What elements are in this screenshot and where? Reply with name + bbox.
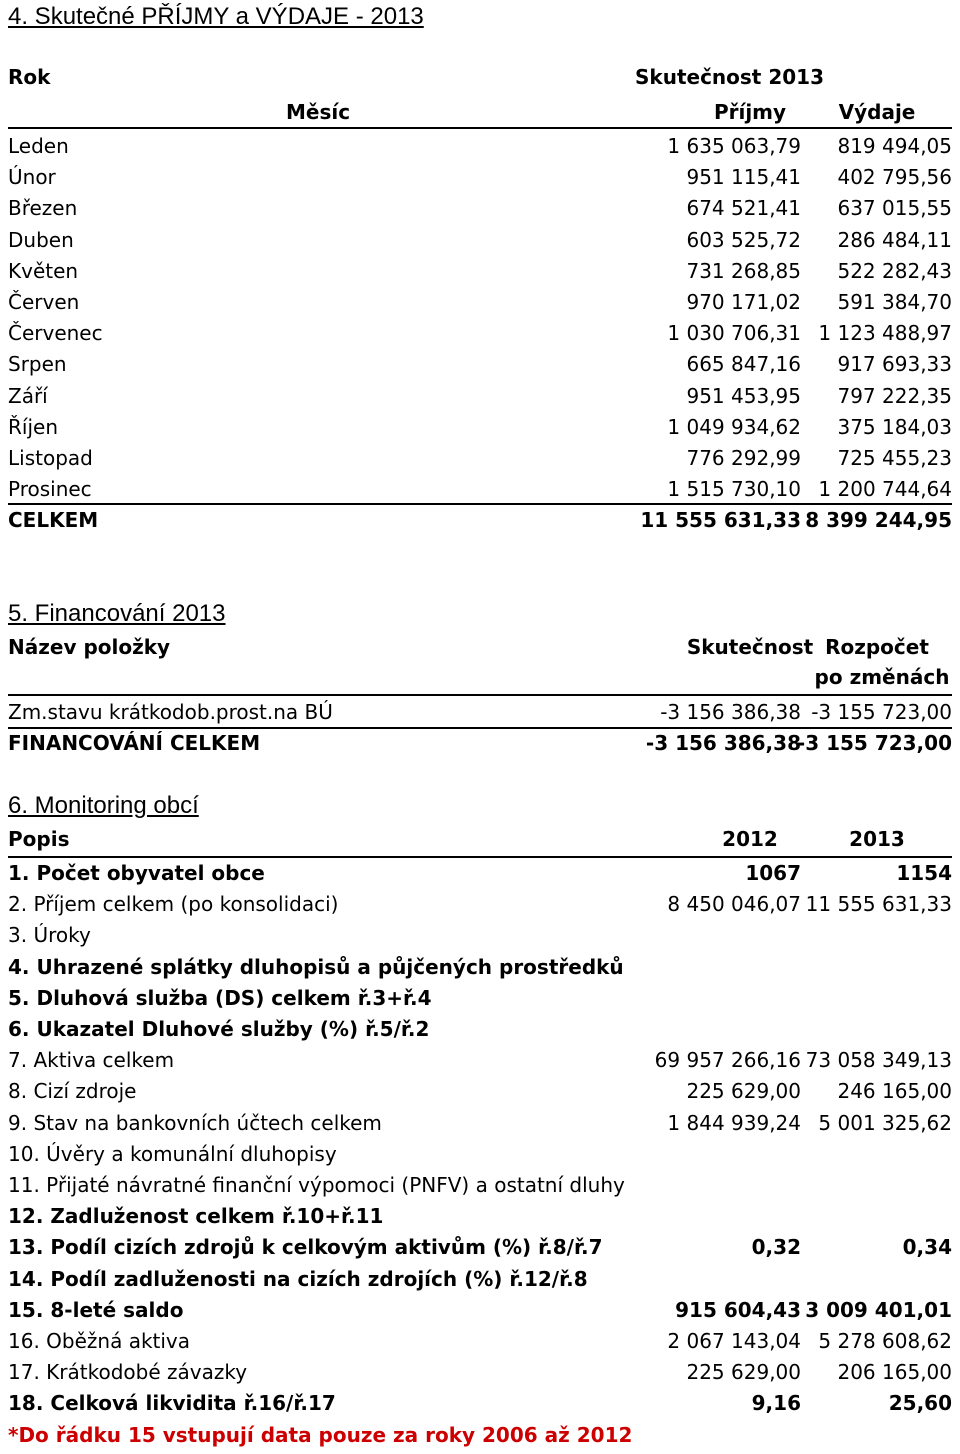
table-row: [8, 131, 952, 162]
section4-title: 4. Skutečné PŘÍJMY a VÝDAJE - 2013: [8, 3, 424, 30]
table-row: [8, 1170, 952, 1201]
indicator-label: 17. Krátkodobé závazky: [8, 1360, 248, 1385]
month-prijmy: 951 115,41: [686, 165, 801, 190]
table-row: [8, 1264, 952, 1295]
table-row: [8, 1045, 952, 1076]
month-label: Září: [8, 383, 48, 408]
month-label: Leden: [8, 134, 69, 158]
table-row: [8, 1108, 952, 1139]
table-row: [8, 225, 952, 256]
indicator-2012: 225 629,00: [686, 1079, 801, 1104]
month-prijmy: 1 635 063,79: [667, 134, 801, 158]
month-vydaje: 725 455,23: [837, 446, 952, 470]
indicator-2013: 25,60: [888, 1391, 952, 1416]
header-2013: 2013: [849, 827, 905, 851]
indicator-label: 11. Přijaté návratné finanční výpomoci (PNFV) a ostatní dluhy: [8, 1173, 625, 1197]
indicator-label: 12. Zadluženost celkem ř.10+ř.11: [8, 1204, 384, 1229]
indicator-2012: 2 067 143,04: [667, 1329, 801, 1353]
table-row: [8, 1388, 952, 1419]
table-row: [8, 983, 952, 1014]
table-row: [8, 858, 952, 889]
header-mesic: Měsíc: [286, 100, 351, 124]
section4-header-columns: [8, 97, 952, 129]
table-row: [8, 1295, 952, 1326]
financovani-total-label: FINANCOVÁNÍ CELKEM: [8, 731, 261, 755]
indicator-2012: 1067: [745, 861, 801, 885]
indicator-2012: 1 844 939,24: [667, 1110, 801, 1135]
indicator-label: 9. Stav na bankovních účtech celkem: [8, 1110, 382, 1135]
table-row: [8, 1357, 952, 1388]
month-vydaje: 402 795,56: [837, 165, 952, 190]
indicator-2012: 8 450 046,07: [667, 892, 801, 917]
month-vydaje: 917 693,33: [837, 352, 952, 377]
indicator-label: 1. Počet obyvatel obce: [8, 861, 265, 885]
indicator-2013: 246 165,00: [837, 1079, 952, 1104]
total-vydaje: 8 399 244,95: [805, 508, 952, 532]
financovani-total-rozpocet: -3 155 723,00: [796, 731, 952, 755]
month-prijmy: 603 525,72: [686, 227, 801, 252]
month-vydaje: 591 384,70: [837, 290, 952, 314]
header-po-zmenach: po změnách: [814, 665, 950, 689]
indicator-2013: 11 555 631,33: [805, 892, 952, 917]
header-rozpocet: Rozpočet: [825, 635, 929, 659]
table-row: [8, 952, 952, 983]
indicator-2012: 225 629,00: [686, 1360, 801, 1385]
month-label: Únor: [8, 165, 56, 190]
section5-header-2: [8, 662, 952, 696]
indicator-label: 3. Úroky: [8, 923, 91, 948]
table-row: [8, 889, 952, 920]
indicator-2012: 915 604,43: [675, 1297, 801, 1322]
indicator-2013: 1154: [896, 861, 952, 885]
financovani-total-skutecnost: -3 156 386,38: [645, 731, 801, 755]
indicator-2012: 69 957 266,16: [654, 1048, 801, 1073]
table-row: [8, 193, 952, 224]
indicator-2013: 3 009 401,01: [805, 1297, 952, 1322]
month-prijmy: 951 453,95: [686, 383, 801, 408]
month-label: Duben: [8, 227, 74, 252]
month-label: Květen: [8, 258, 79, 283]
table-row: [8, 162, 952, 193]
financovani-label: Zm.stavu krátkodob.prost.na BÚ: [8, 700, 333, 724]
section6-title: 6. Monitoring obcí: [8, 792, 199, 819]
section5-title: 5. Financování 2013: [8, 600, 226, 627]
indicator-label: 2. Příjem celkem (po konsolidaci): [8, 892, 339, 917]
month-vydaje: 1 123 488,97: [818, 321, 952, 346]
indicator-label: 5. Dluhová služba (DS) celkem ř.3+ř.4: [8, 985, 432, 1010]
month-prijmy: 665 847,16: [686, 352, 801, 377]
header-rok: Rok: [8, 65, 51, 89]
month-label: Říjen: [8, 414, 58, 439]
financovani-total-row: [8, 728, 952, 759]
header-popis: Popis: [8, 827, 70, 851]
header-skutecnost: Skutečnost: [686, 635, 814, 659]
month-label: Červenec: [8, 321, 103, 346]
month-prijmy: 1 030 706,31: [667, 321, 801, 346]
month-prijmy: 1 515 730,10: [667, 477, 801, 502]
indicator-2012: 9,16: [751, 1391, 801, 1416]
indicator-label: 6. Ukazatel Dluhové služby (%) ř.5/ř.2: [8, 1017, 430, 1041]
table-row: [8, 318, 952, 349]
indicator-label: 8. Cizí zdroje: [8, 1079, 137, 1104]
month-vydaje: 637 015,55: [837, 196, 952, 221]
table-row: [8, 349, 952, 380]
financovani-row: [8, 697, 952, 729]
header-vydaje: Výdaje: [838, 100, 916, 124]
header-prijmy: Příjmy: [713, 100, 787, 124]
month-label: Březen: [8, 196, 78, 221]
table-row: [8, 920, 952, 951]
section6-header: [8, 824, 952, 858]
total-label: CELKEM: [8, 508, 99, 532]
month-vydaje: 797 222,35: [837, 383, 952, 408]
indicator-2013: 5 278 608,62: [818, 1329, 952, 1353]
table-row: [8, 1076, 952, 1107]
section4-total-row: [8, 503, 952, 538]
indicator-2012: 0,32: [751, 1235, 801, 1260]
indicator-label: 14. Podíl zadluženosti na cizích zdrojích (%) ř.12/ř.8: [8, 1266, 588, 1291]
month-label: Listopad: [8, 446, 93, 470]
section4-header-year: [8, 62, 952, 93]
indicator-2013: 5 001 325,62: [818, 1110, 952, 1135]
indicator-label: 13. Podíl cizích zdrojů k celkovým aktivům (%) ř.8/ř.7: [8, 1235, 603, 1260]
table-row: [8, 256, 952, 287]
table-row: [8, 287, 952, 318]
header-nazev-polozky: Název položky: [8, 635, 171, 659]
indicator-2013: 73 058 349,13: [805, 1048, 952, 1073]
month-prijmy: 731 268,85: [686, 258, 801, 283]
table-row: [8, 1232, 952, 1263]
table-row: [8, 443, 952, 474]
indicator-label: 18. Celková likvidita ř.16/ř.17: [8, 1391, 336, 1416]
table-row: [8, 474, 952, 505]
header-2012: 2012: [722, 827, 778, 851]
month-label: Červen: [8, 290, 80, 314]
table-row: [8, 1326, 952, 1357]
month-vydaje: 819 494,05: [837, 134, 952, 158]
footnote: *Do řádku 15 vstupují data pouze za roky 2006 až 2012: [8, 1423, 633, 1447]
indicator-label: 7. Aktiva celkem: [8, 1048, 175, 1073]
month-prijmy: 674 521,41: [686, 196, 801, 221]
total-prijmy: 11 555 631,33: [640, 508, 801, 532]
section5-header: [8, 632, 952, 663]
indicator-label: 15. 8-leté saldo: [8, 1297, 184, 1322]
header-skutecnost-2013: Skutečnost 2013: [635, 65, 824, 89]
month-vydaje: 286 484,11: [837, 227, 952, 252]
table-row: [8, 381, 952, 412]
month-vydaje: 375 184,03: [837, 414, 952, 439]
table-row: [8, 412, 952, 443]
indicator-label: 4. Uhrazené splátky dluhopisů a půjčených prostředků: [8, 954, 624, 979]
month-prijmy: 970 171,02: [686, 290, 801, 314]
financovani-rozpocet: -3 155 723,00: [811, 700, 952, 724]
month-vydaje: 1 200 744,64: [818, 477, 952, 502]
table-row: [8, 1201, 952, 1232]
indicator-2013: 206 165,00: [837, 1360, 952, 1385]
month-prijmy: 1 049 934,62: [667, 414, 801, 439]
table-row: [8, 1014, 952, 1045]
indicator-2013: 0,34: [902, 1235, 952, 1260]
indicator-label: 10. Úvěry a komunální dluhopisy: [8, 1141, 337, 1166]
table-row: [8, 1139, 952, 1170]
month-vydaje: 522 282,43: [837, 258, 952, 283]
month-label: Prosinec: [8, 477, 92, 502]
financovani-skutecnost: -3 156 386,38: [660, 700, 801, 724]
month-label: Srpen: [8, 352, 67, 377]
indicator-label: 16. Oběžná aktiva: [8, 1329, 191, 1353]
month-prijmy: 776 292,99: [686, 446, 801, 470]
